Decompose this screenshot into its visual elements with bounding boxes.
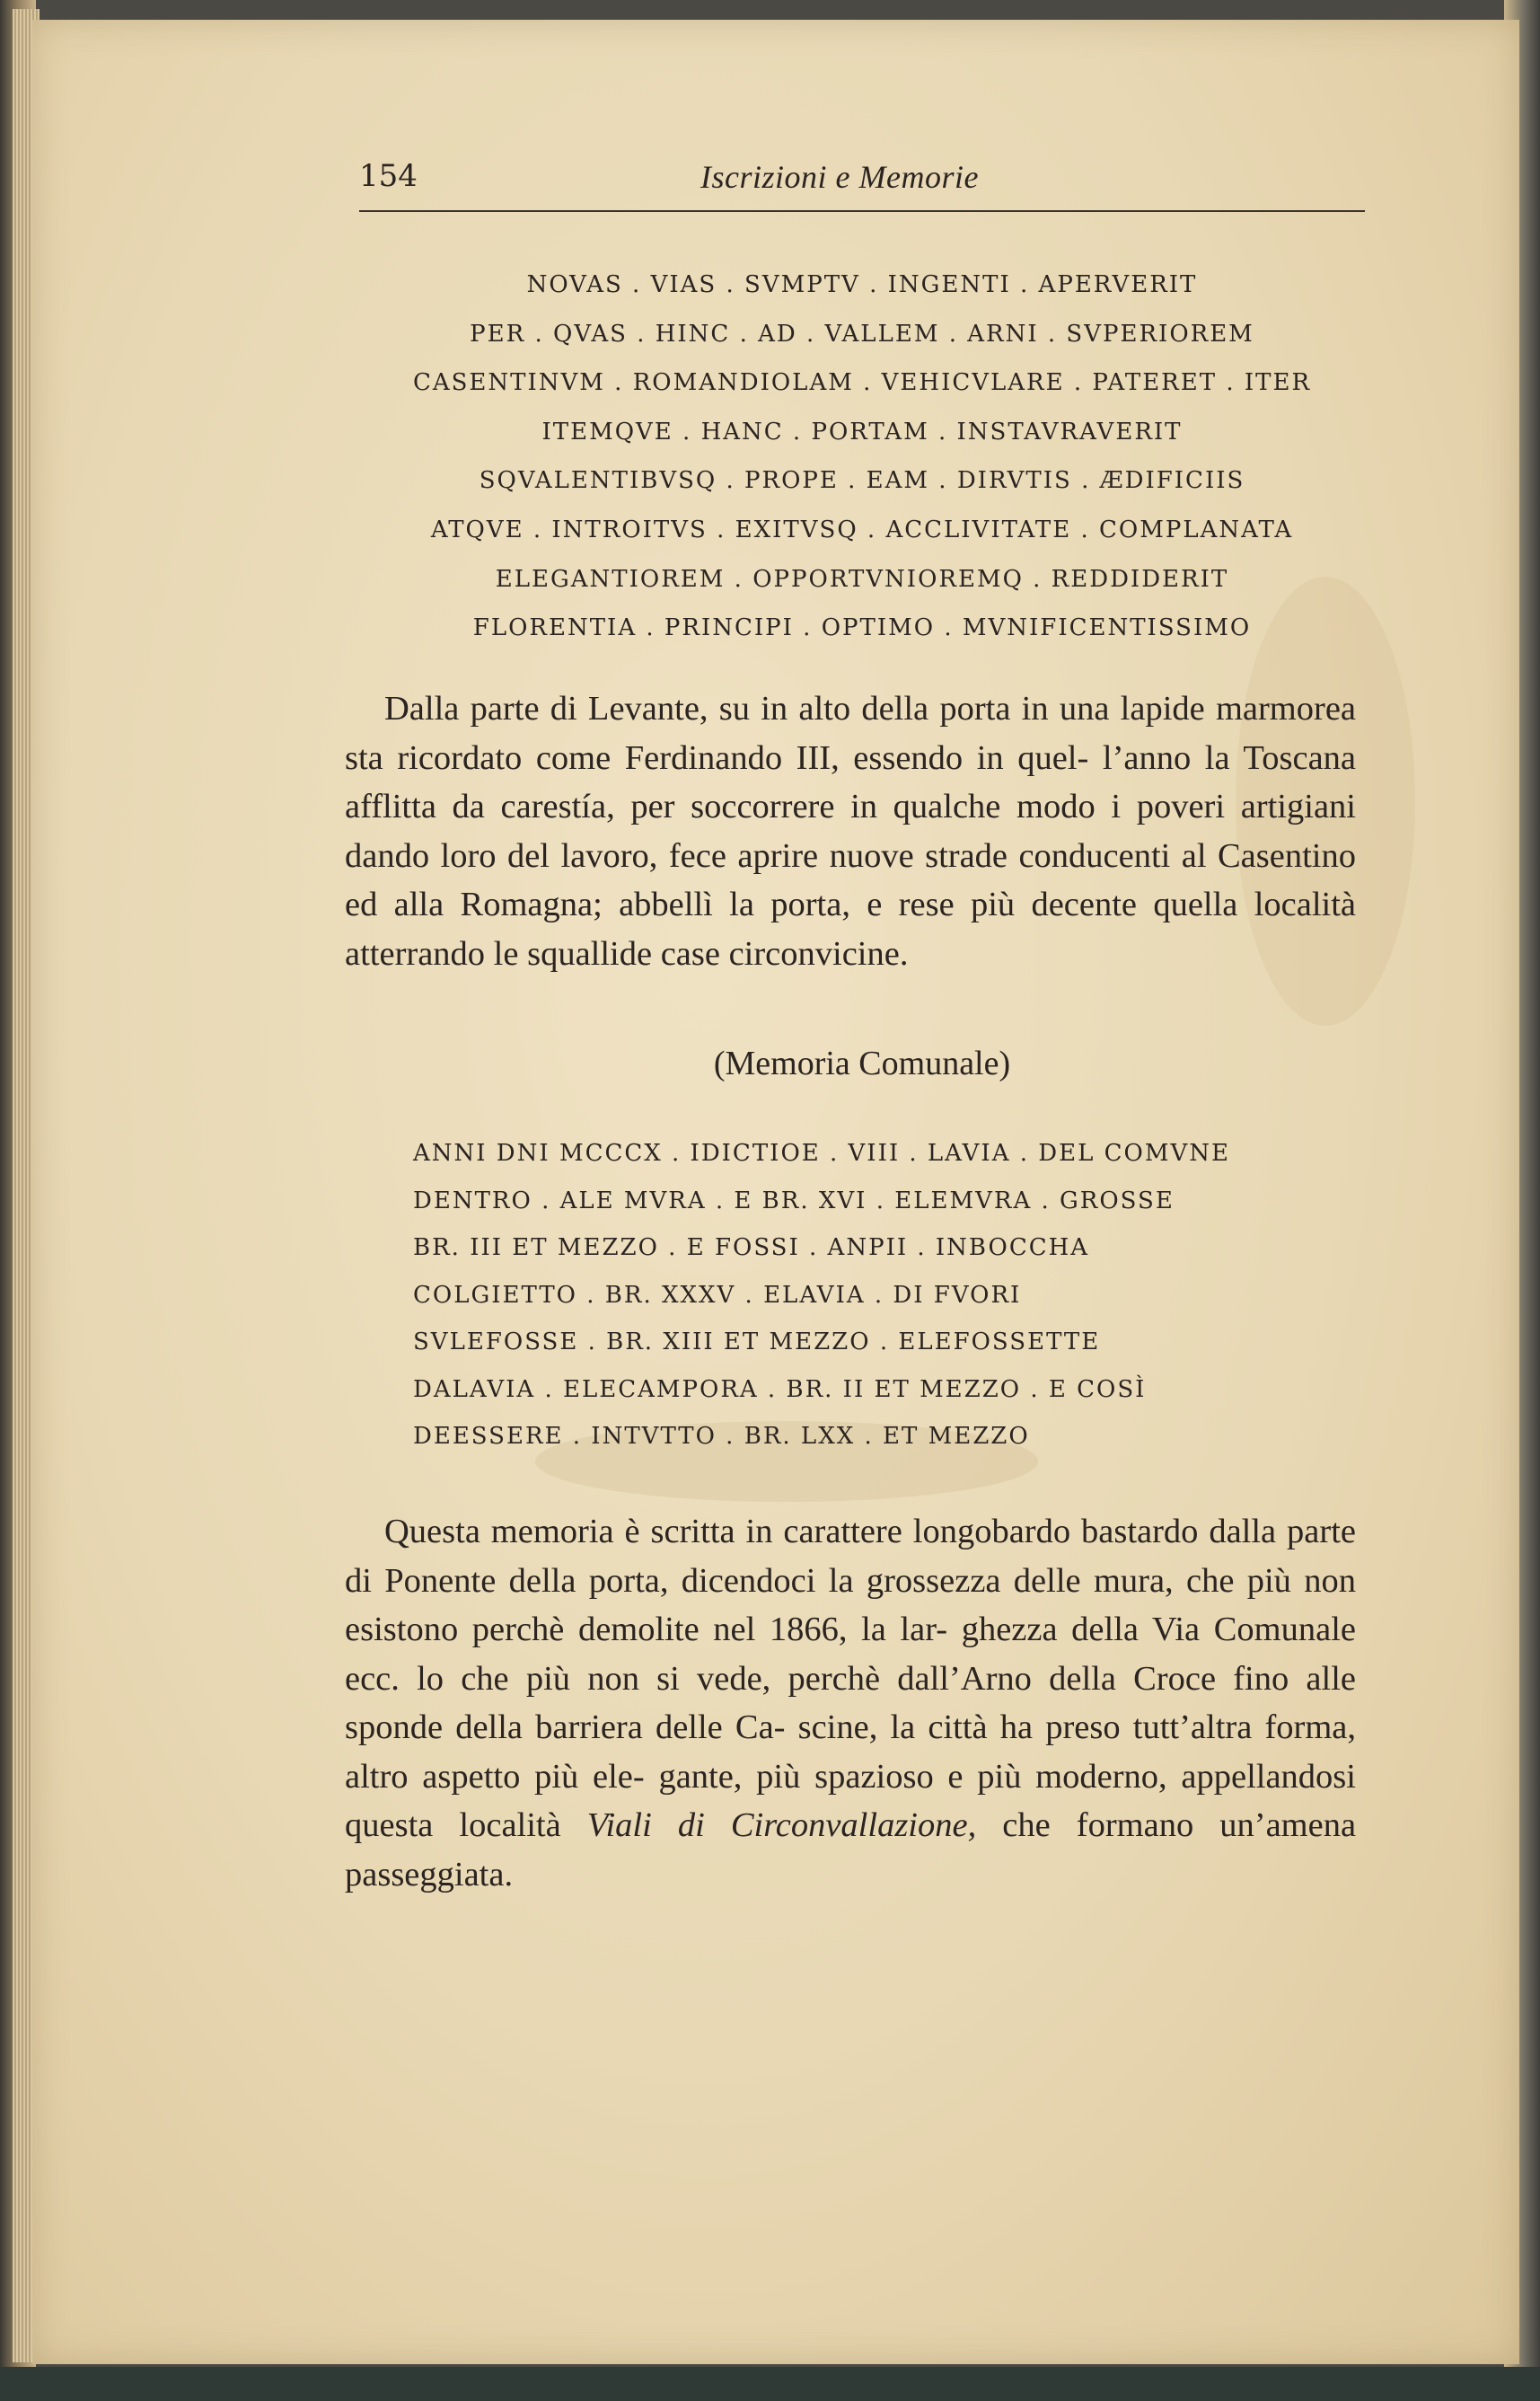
latin-inscription (359, 260, 1365, 653)
inscription-line: COLGIETTO . BR. XXXV . ELAVIA . DI FVORI (413, 1281, 1022, 1309)
inscription-line: DALAVIA . ELECAMPORA . BR. II ET MEZZO . E COSÌ (413, 1375, 1147, 1403)
page-header (359, 154, 1365, 201)
section-title: (Memoria Comunale) (713, 1045, 1011, 1082)
scanner-bed (0, 2367, 1540, 2401)
inscription-line: DEESSERE . INTVTTO . BR. LXX . ET MEZZO (413, 1423, 1030, 1450)
running-head: Iscrizioni e Memorie (700, 159, 979, 195)
italic-phrase: Viali di Circonvallazione, (586, 1806, 977, 1844)
body-paragraph (345, 684, 1356, 978)
inscription-line: SVLEFOSSE . BR. XIII ET MEZZO . ELEFOSSETTE (413, 1328, 1101, 1355)
body-paragraph (345, 1507, 1356, 1899)
header-rule (359, 210, 1365, 212)
paragraph-text: Questa memoria è scritta in carattere longobardo bastardo dalla parte di Ponente della porta, dicendoci la grossezza delle mura, che più non esistono perchè demolite nel 1866, la lar- ghezza della Via Comunale ecc. lo che più non si vede, perchè dall’Arno della Croce fino alle sponde della barriera delle Ca- scine, la città ha preso tutt’altra forma, altro aspetto più ele- gante, più spazioso e più moderno, appellandosi questa località (345, 1513, 1356, 1844)
inscription-line: ATQVE . INTROITVS . EXITVSQ . ACCLIVITATE . COMPLANATA (430, 516, 1294, 543)
page-number: 154 (359, 158, 418, 194)
inscription-line: SQVALENTIBVSQ . PROPE . EAM . DIRVTIS . ÆDIFICIIS (479, 467, 1245, 495)
inscription-line: BR. III ET MEZZO . E FOSSI . ANPII . INBOCCHA (413, 1234, 1090, 1261)
inscription-line: NOVAS . VIAS . SVMPTV . INGENTI . APERVERIT (526, 271, 1198, 298)
inscription-line: ITEMQVE . HANC . PORTAM . INSTAVRAVERIT (541, 418, 1183, 446)
inscription-line: CASENTINVM . ROMANDIOLAM . VEHICVLARE . PATERET . ITER (412, 369, 1312, 397)
vernacular-inscription (413, 1130, 1311, 1461)
paragraph-text-end: che formano un’amena passeggiata. (345, 1806, 1357, 1893)
inscription-line: PER . QVAS . HINC . AD . VALLEM . ARNI . SVPERIOREM (470, 320, 1254, 348)
inscription-line: ELEGANTIOREM . OPPORTVNIOREMQ . REDDIDERIT (495, 565, 1229, 593)
paragraph-text: Dalla parte di Levante, su in alto della porta in una lapide marmorea sta ricordato come Ferdinando III, essendo in quel- l’anno la Toscana afflitta da carestía, per soccorrere in qualche modo i poveri artigiani dando loro del lavoro, fece aprire nuove strade conducenti al Casentino ed alla Romagna; abbellì la porta, e rese più decente quella località atterrando le squallide case circonvicine. (345, 690, 1356, 973)
inscription-line: FLORENTIA . PRINCIPI . OPTIMO . MVNIFICENTISSIMO (472, 614, 1252, 642)
inscription-line: ANNI DNI MCCCX . IDICTIOE . VIII . LAVIA . DEL COMVNE (413, 1140, 1230, 1167)
inscription-line: DENTRO . ALE MVRA . E BR. XVI . ELEMVRA . GROSSE (413, 1187, 1175, 1214)
